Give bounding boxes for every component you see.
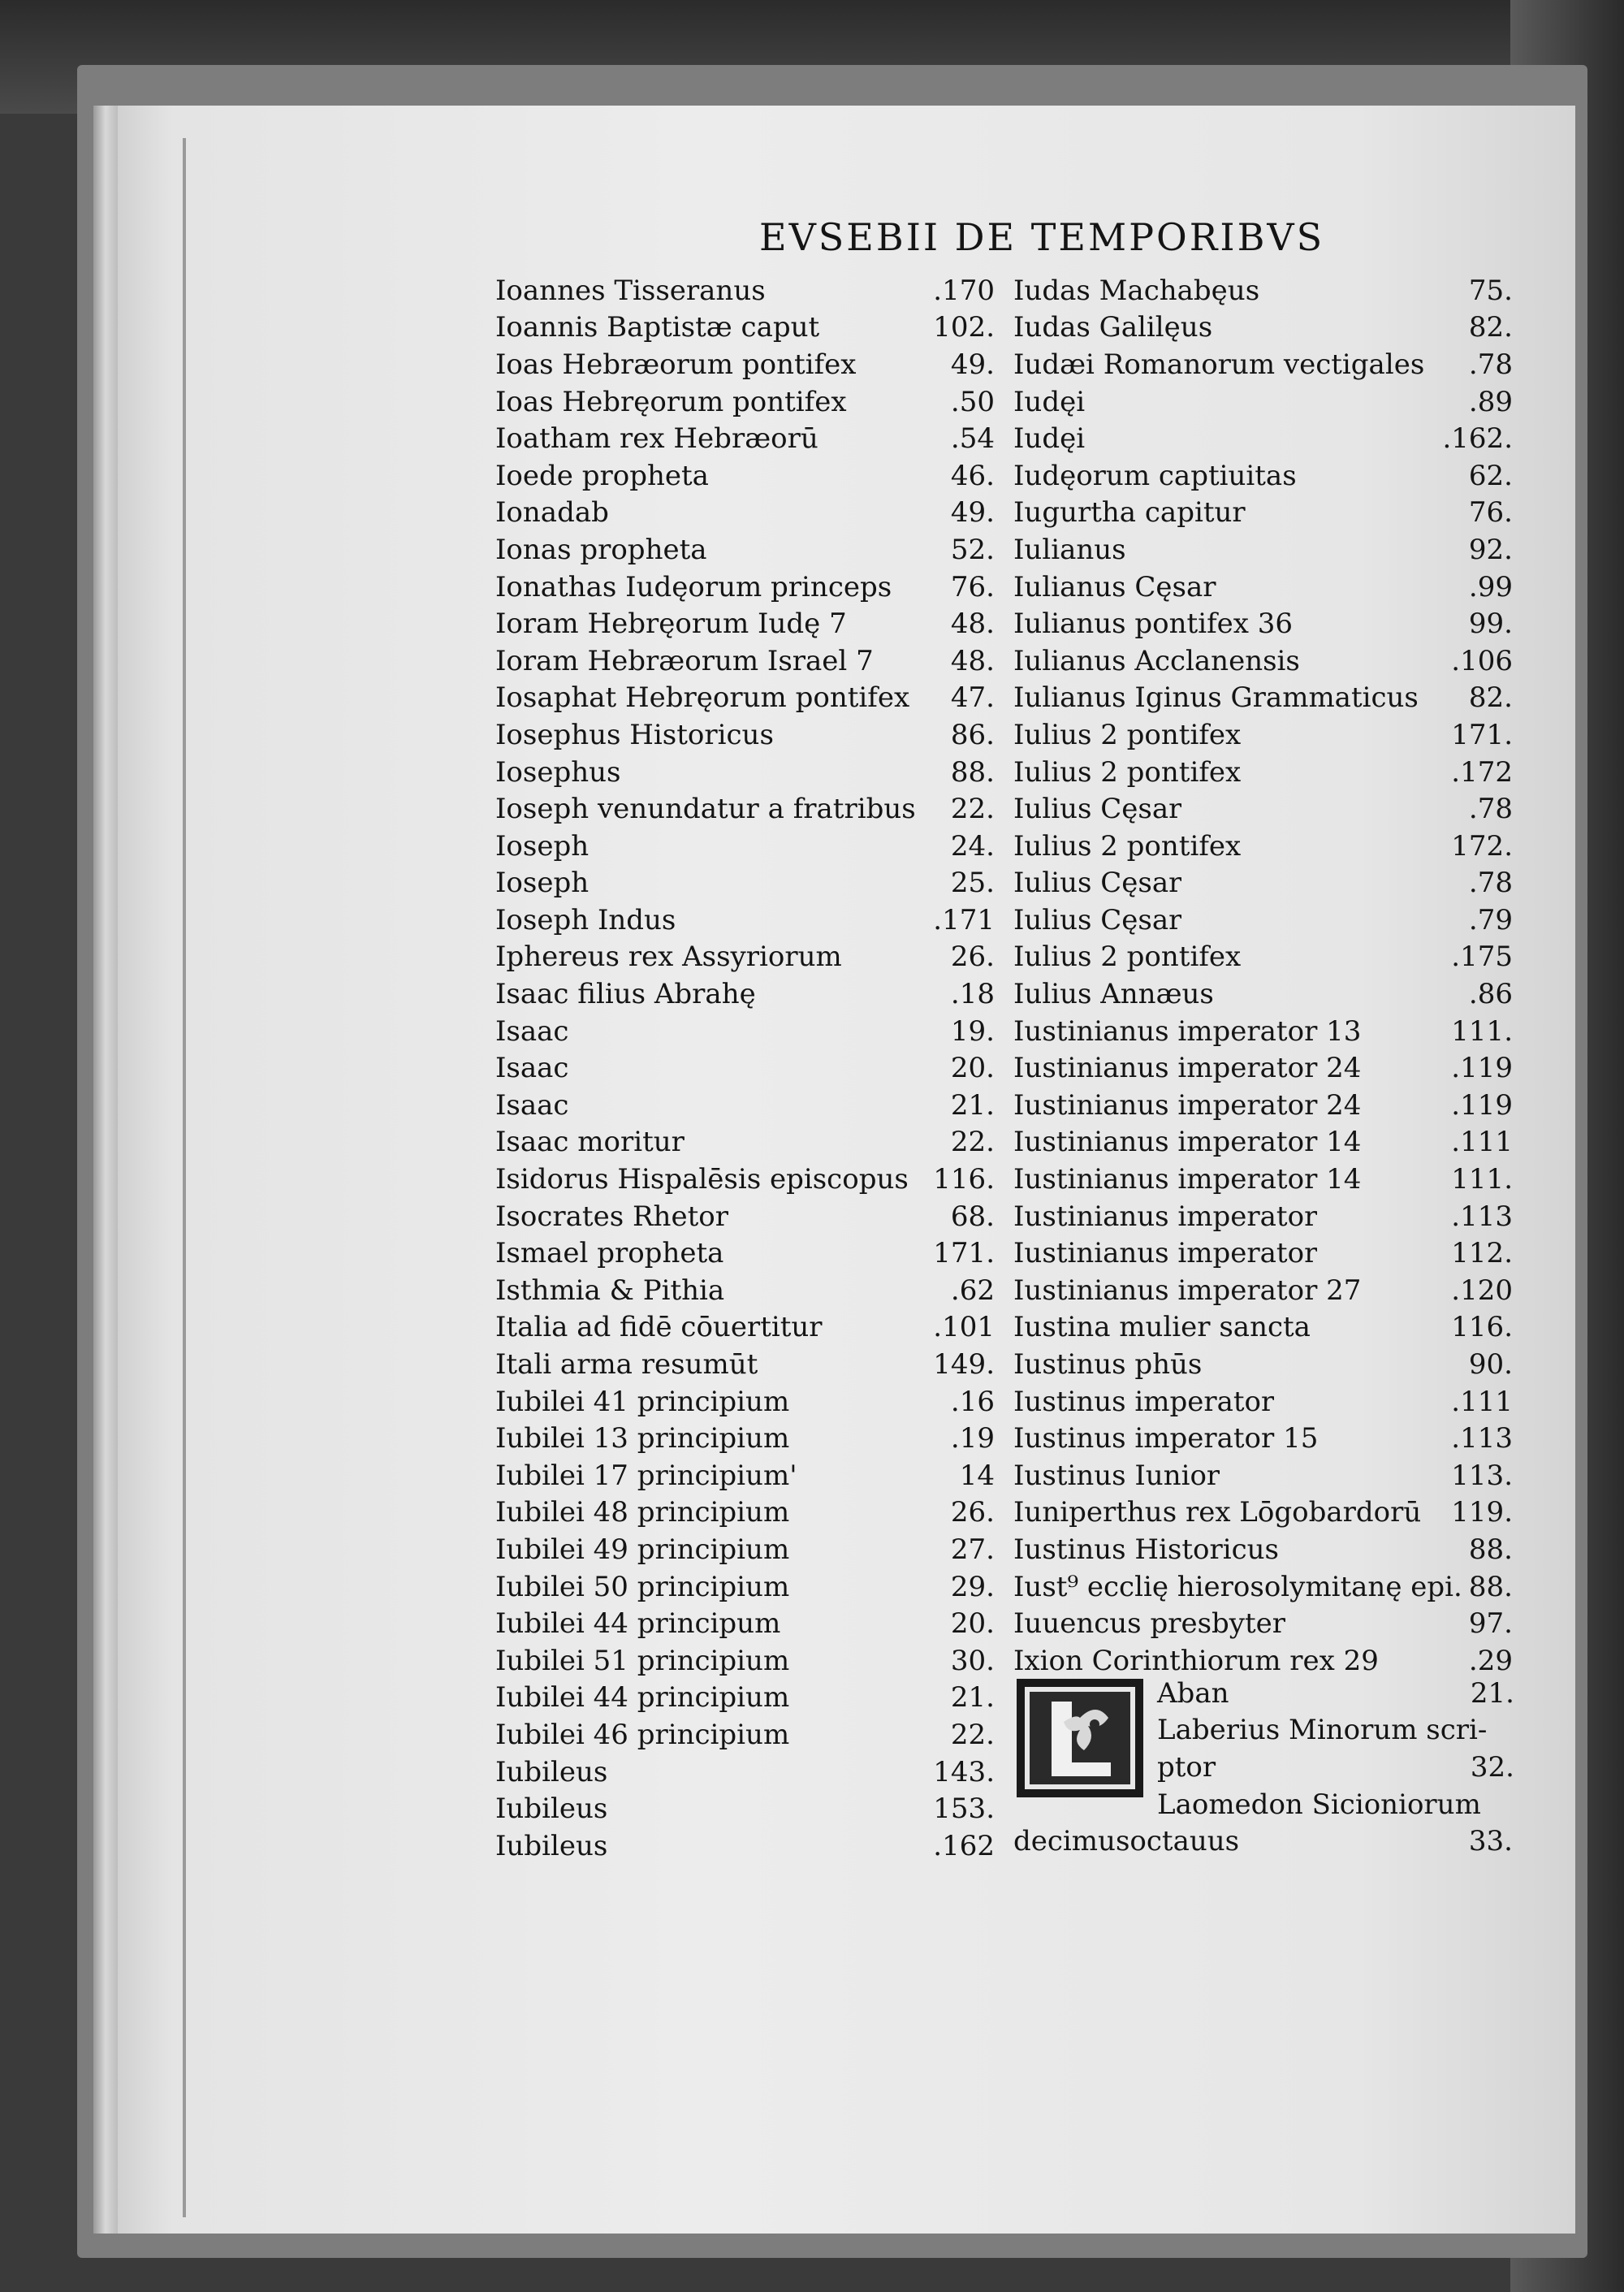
entry-name: Iubilei 17 principium' xyxy=(495,1459,797,1492)
entry-name: Iubilei 49 principium xyxy=(495,1533,790,1566)
entry-page: 26. xyxy=(950,941,995,974)
index-entry xyxy=(1013,754,1513,791)
entry-page: .79 xyxy=(1468,903,1513,936)
entry-name: Iudas Galilęus xyxy=(1013,311,1213,344)
entry-name: Ioseph xyxy=(495,829,590,863)
index-entry xyxy=(1013,975,1513,1013)
entry-name: Iust⁹ ecclię hierosolymitanę epi. xyxy=(1013,1570,1462,1603)
entry-page: 82. xyxy=(1468,311,1513,344)
index-entry xyxy=(1013,309,1513,347)
entry-page: 20. xyxy=(950,1052,995,1085)
entry-name: Iubilei 46 principium xyxy=(495,1718,790,1751)
entry-name: Iudęi xyxy=(1013,385,1086,418)
entry-name: Iulius 2 pontifex xyxy=(1013,718,1242,751)
index-entry xyxy=(495,1568,995,1606)
entry-page: .78 xyxy=(1468,793,1513,826)
entry-page: 49. xyxy=(950,496,995,530)
entry-name: Iulius Cęsar xyxy=(1013,793,1182,826)
entry-name: Iulius Cęsar xyxy=(1013,903,1182,936)
entry-page: .111 xyxy=(1451,1126,1513,1159)
index-entry xyxy=(495,1494,995,1532)
entry-page: 153. xyxy=(933,1793,995,1826)
index-entry xyxy=(495,902,995,939)
entry-name: Ionathas Iudęorum princeps xyxy=(495,570,892,603)
index-entry xyxy=(1013,457,1513,495)
index-entry xyxy=(495,272,995,309)
index-entry xyxy=(1013,531,1513,569)
index-entry xyxy=(495,642,995,680)
entry-page: 20. xyxy=(950,1607,995,1641)
entry-page: .113 xyxy=(1451,1422,1513,1455)
entry-name: Iustinianus imperator xyxy=(1013,1237,1318,1270)
entry-page: 21. xyxy=(1470,1676,1514,1710)
entry-name: Iubilei 44 principum xyxy=(495,1607,781,1641)
index-entry xyxy=(1013,1049,1513,1087)
entry-page: 22. xyxy=(950,1718,995,1751)
entry-page: 111. xyxy=(1451,1014,1513,1048)
entry-name: Iugurtha capitur xyxy=(1013,496,1246,530)
entry-page: .89 xyxy=(1468,385,1513,418)
entry-page: 88. xyxy=(1468,1533,1513,1566)
index-entry xyxy=(1013,642,1513,680)
entry-page: 21. xyxy=(950,1681,995,1715)
index-entry xyxy=(495,1642,995,1680)
entry-name: Iustina mulier sancta xyxy=(1013,1311,1311,1344)
index-entry xyxy=(1013,939,1513,976)
index-entry xyxy=(1013,272,1513,309)
entry-page: 49. xyxy=(950,348,995,381)
entry-name: Italia ad fidē cōuertitur xyxy=(495,1311,823,1344)
entry-page: 116. xyxy=(1451,1311,1513,1344)
index-entry xyxy=(1013,1272,1513,1309)
entry-name: Iustinus Iunior xyxy=(1013,1459,1220,1492)
entry-page: .78 xyxy=(1468,867,1513,900)
entry-page: 48. xyxy=(950,644,995,677)
index-entry xyxy=(495,1013,995,1050)
entry-name: Iudęi xyxy=(1013,422,1086,456)
entry-page: 29. xyxy=(950,1570,995,1603)
index-entry xyxy=(495,569,995,606)
entry-page: 99. xyxy=(1468,608,1513,641)
entry-page: 22. xyxy=(950,793,995,826)
index-entry xyxy=(1013,1198,1513,1235)
index-entry xyxy=(1013,1605,1513,1642)
index-entry xyxy=(495,1754,995,1791)
entry-name: Iustinianus imperator 14 xyxy=(1013,1126,1362,1159)
entry-name: Iubileus xyxy=(495,1829,608,1862)
entry-page: .99 xyxy=(1468,570,1513,603)
entry-page: .78 xyxy=(1468,348,1513,381)
entry-page: .162 xyxy=(933,1829,995,1862)
index-entry xyxy=(1157,1749,1514,1786)
index-entry xyxy=(495,1605,995,1642)
entry-page: .111 xyxy=(1451,1385,1513,1418)
entry-page: .106 xyxy=(1451,644,1513,677)
entry-name: Iustinianus imperator 14 xyxy=(1013,1163,1362,1196)
entry-name: Ionas propheta xyxy=(495,533,707,566)
index-entry xyxy=(495,865,995,902)
index-entry xyxy=(495,790,995,828)
entry-name: Ionadab xyxy=(495,496,609,530)
entry-page: .50 xyxy=(950,385,995,418)
index-entry xyxy=(495,605,995,642)
entry-name: Iulianus pontifex 36 xyxy=(1013,608,1294,641)
entry-name: Ioseph Indus xyxy=(495,903,676,936)
index-entry xyxy=(1013,1494,1513,1532)
index-entry xyxy=(1013,828,1513,865)
entry-name: Ixion Corinthiorum rex 29 xyxy=(1013,1644,1379,1677)
entry-page: .101 xyxy=(933,1311,995,1344)
index-entry xyxy=(1013,1235,1513,1272)
entry-page: 111. xyxy=(1451,1163,1513,1196)
entry-name: Ioas Hebræorum pontifex xyxy=(495,348,857,381)
entry-page: 26. xyxy=(950,1496,995,1529)
decorated-initial-icon xyxy=(1015,1677,1145,1799)
index-entry xyxy=(495,1087,995,1124)
entry-name: Iulianus Cęsar xyxy=(1013,570,1216,603)
entry-page: 88. xyxy=(950,755,995,789)
entry-name: Iosephus xyxy=(495,755,621,789)
entry-name: decimusoctauus xyxy=(1013,1825,1240,1857)
entry-page: 143. xyxy=(933,1755,995,1788)
entry-page: 33. xyxy=(1468,1825,1513,1857)
entry-name: Iubileus xyxy=(495,1793,608,1826)
entry-name: Iustinianus imperator 24 xyxy=(1013,1052,1362,1085)
index-entry xyxy=(1013,1309,1513,1347)
entry-name: Ioas Hebręorum pontifex xyxy=(495,385,847,418)
entry-page: 24. xyxy=(950,829,995,863)
index-entry xyxy=(495,1531,995,1568)
entry-name: Iuniperthus rex Lōgobardorū xyxy=(1013,1496,1422,1529)
entry-page: 171. xyxy=(933,1237,995,1270)
entry-name: Iubilei 50 principium xyxy=(495,1570,790,1603)
index-entry xyxy=(1013,1346,1513,1383)
index-entry xyxy=(1013,865,1513,902)
entry-page: 113. xyxy=(1451,1459,1513,1492)
entry-page: .162. xyxy=(1442,422,1513,456)
entry-name: Ioannes Tisseranus xyxy=(495,274,766,307)
entry-page: 48. xyxy=(950,608,995,641)
index-entry xyxy=(495,495,995,532)
entry-page: 88. xyxy=(1468,1570,1513,1603)
index-entry xyxy=(495,1161,995,1198)
entry-name: Iubilei 51 principium xyxy=(495,1644,790,1677)
index-entry xyxy=(1013,1420,1513,1457)
index-entry xyxy=(495,1124,995,1161)
entry-page: 22. xyxy=(950,1126,995,1159)
index-entry xyxy=(1013,716,1513,754)
entry-page: .54 xyxy=(950,422,995,456)
entry-name: Iubilei 41 principium xyxy=(495,1385,790,1418)
entry-page: 116. xyxy=(933,1163,995,1196)
entry-name: Laberius Minorum scri- xyxy=(1157,1714,1488,1747)
entry-page: 27. xyxy=(950,1533,995,1566)
running-header: EVSEBII DE TEMPORIBVS xyxy=(759,215,1325,259)
index-entry xyxy=(495,754,995,791)
entry-page: .171 xyxy=(933,903,995,936)
entry-page: 76. xyxy=(1468,496,1513,530)
entry-page: 75. xyxy=(1468,274,1513,307)
index-entry xyxy=(495,1049,995,1087)
entry-page: .170 xyxy=(933,274,995,307)
entry-name: Ioram Hebræorum Israel 7 xyxy=(495,644,874,677)
index-entry xyxy=(495,1198,995,1235)
entry-name: Iulius 2 pontifex xyxy=(1013,941,1242,974)
entry-page: 172. xyxy=(1451,829,1513,863)
entry-name: Iustinus imperator xyxy=(1013,1385,1275,1418)
entry-page: .119 xyxy=(1451,1088,1513,1122)
index-column-right xyxy=(1013,272,1513,1680)
index-entry xyxy=(1013,346,1513,383)
entry-name: Iubileus xyxy=(495,1755,608,1788)
entry-name: Iulianus xyxy=(1013,533,1126,566)
entry-name: Iulianus Acclanensis xyxy=(1013,644,1300,677)
index-entry xyxy=(1013,1013,1513,1050)
index-entry xyxy=(1013,1161,1513,1198)
entry-name: Isocrates Rhetor xyxy=(495,1200,728,1233)
entry-name: Iustinianus imperator 13 xyxy=(1013,1014,1362,1048)
entry-page: 52. xyxy=(950,533,995,566)
entry-page: .18 xyxy=(950,978,995,1011)
entry-name: Laomedon Sicioniorum xyxy=(1157,1788,1481,1821)
index-entry xyxy=(1013,1531,1513,1568)
index-entry xyxy=(495,346,995,383)
entry-page: .29 xyxy=(1468,1644,1513,1677)
entry-page: 76. xyxy=(950,570,995,603)
entry-name: Iustinianus imperator xyxy=(1013,1200,1318,1233)
entry-name: Iustinianus imperator 24 xyxy=(1013,1088,1362,1122)
index-entry xyxy=(1013,680,1513,717)
entry-name: Iosephus Historicus xyxy=(495,718,774,751)
index-entry xyxy=(495,1790,995,1827)
index-entry xyxy=(495,309,995,347)
entry-name: Ioede propheta xyxy=(495,459,709,492)
index-entry xyxy=(1013,383,1513,421)
entry-page: 21. xyxy=(950,1088,995,1122)
entry-page: 119. xyxy=(1451,1496,1513,1529)
entry-name: Iustinus Historicus xyxy=(1013,1533,1279,1566)
index-entry xyxy=(1013,420,1513,457)
index-entry xyxy=(495,1383,995,1421)
entry-page: 90. xyxy=(1468,1348,1513,1382)
page-gutter-line xyxy=(183,138,186,2217)
entry-name: Iphereus rex Assyriorum xyxy=(495,941,842,974)
index-entry xyxy=(495,1235,995,1272)
index-entry xyxy=(495,1420,995,1457)
entry-page: .175 xyxy=(1451,941,1513,974)
entry-name: Iulius Annæus xyxy=(1013,978,1214,1011)
entry-page: 92. xyxy=(1468,533,1513,566)
index-entry xyxy=(1013,605,1513,642)
index-entry xyxy=(495,457,995,495)
entry-name: Iulius 2 pontifex xyxy=(1013,829,1242,863)
entry-name: Iubilei 44 principium xyxy=(495,1681,790,1715)
index-column-left xyxy=(495,272,995,1865)
index-entry xyxy=(1013,1642,1513,1680)
entry-page: 30. xyxy=(950,1644,995,1677)
index-entry xyxy=(495,716,995,754)
entry-page: 68. xyxy=(950,1200,995,1233)
entry-name: Iudas Machabęus xyxy=(1013,274,1260,307)
entry-page: .19 xyxy=(950,1422,995,1455)
index-entry xyxy=(495,420,995,457)
index-entry xyxy=(1013,495,1513,532)
entry-page: 46. xyxy=(950,459,995,492)
index-entry xyxy=(1013,1383,1513,1421)
entry-page: 47. xyxy=(950,681,995,715)
entry-page: .16 xyxy=(950,1385,995,1418)
entry-name: Iustinus phūs xyxy=(1013,1348,1203,1382)
entry-name: Iuuencus presbyter xyxy=(1013,1607,1286,1641)
index-entry-final xyxy=(1013,1823,1513,1860)
index-entry xyxy=(495,531,995,569)
entry-name: Isaac xyxy=(495,1052,569,1085)
entry-name: Iosaphat Hebręorum pontifex xyxy=(495,681,910,715)
index-entry xyxy=(495,939,995,976)
entry-name: Iudæi Romanorum vectigales xyxy=(1013,348,1425,381)
entry-name: Iulius 2 pontifex xyxy=(1013,755,1242,789)
entry-name: Aban xyxy=(1157,1676,1229,1710)
index-entry xyxy=(495,1272,995,1309)
index-entry xyxy=(1013,1124,1513,1161)
entry-page: 149. xyxy=(933,1348,995,1382)
index-entry xyxy=(1013,902,1513,939)
entry-name: Isaac filius Abrahę xyxy=(495,978,756,1011)
entry-page: 25. xyxy=(950,867,995,900)
index-entry xyxy=(1013,569,1513,606)
entry-name: Ioseph xyxy=(495,867,590,900)
entry-name: Iubilei 48 principium xyxy=(495,1496,790,1529)
entry-name: ptor xyxy=(1157,1750,1216,1784)
entry-name: Isaac xyxy=(495,1014,569,1048)
index-entry xyxy=(495,1716,995,1754)
entry-name: Iulius Cęsar xyxy=(1013,867,1182,900)
entry-name: Iudęorum captiuitas xyxy=(1013,459,1297,492)
entry-page: .172 xyxy=(1451,755,1513,789)
index-entry xyxy=(1013,1568,1513,1606)
entry-name: Isaac xyxy=(495,1088,569,1122)
index-entry xyxy=(1157,1786,1514,1823)
entry-name: Iustinus imperator 15 xyxy=(1013,1422,1319,1455)
entry-page: 97. xyxy=(1468,1607,1513,1641)
entry-name: Ioatham rex Hebræorū xyxy=(495,422,818,456)
index-entry xyxy=(1157,1675,1514,1712)
entry-page: 86. xyxy=(950,718,995,751)
entry-page: .113 xyxy=(1451,1200,1513,1233)
index-entry xyxy=(1013,790,1513,828)
entry-page: 14 xyxy=(959,1459,995,1492)
entry-page: 82. xyxy=(1468,681,1513,715)
index-entry xyxy=(495,1346,995,1383)
entry-page: 19. xyxy=(950,1014,995,1048)
entry-name: Iubilei 13 principium xyxy=(495,1422,790,1455)
entry-name: Ioannis Baptistæ caput xyxy=(495,311,820,344)
index-entry xyxy=(495,1827,995,1865)
entry-name: Isaac moritur xyxy=(495,1126,685,1159)
entry-page: .86 xyxy=(1468,978,1513,1011)
entry-page: .119 xyxy=(1451,1052,1513,1085)
index-entry xyxy=(495,1457,995,1494)
index-entry xyxy=(495,383,995,421)
entry-name: Itali arma resumūt xyxy=(495,1348,758,1382)
entry-page: 112. xyxy=(1451,1237,1513,1270)
entry-page: 62. xyxy=(1468,459,1513,492)
entry-name: Isthmia & Pithia xyxy=(495,1274,725,1307)
entry-page: 102. xyxy=(933,311,995,344)
index-entry xyxy=(1013,1457,1513,1494)
initial-letter-entries xyxy=(1157,1675,1514,1823)
index-entry xyxy=(495,1309,995,1347)
index-entry xyxy=(495,1680,995,1717)
index-entry xyxy=(495,680,995,717)
entry-page: .62 xyxy=(950,1274,995,1307)
page-edge-stack xyxy=(93,106,118,2234)
entry-page: 32. xyxy=(1470,1750,1514,1784)
entry-name: Isidorus Hispalēsis episcopus xyxy=(495,1163,909,1196)
index-entry xyxy=(1157,1712,1514,1749)
entry-name: Ioram Hebręorum Iudę 7 xyxy=(495,608,847,641)
entry-name: Ismael propheta xyxy=(495,1237,724,1270)
index-entry xyxy=(495,975,995,1013)
entry-name: Iustinianus imperator 27 xyxy=(1013,1274,1362,1307)
entry-page: 171. xyxy=(1451,718,1513,751)
index-entry xyxy=(1013,1087,1513,1124)
entry-page: .120 xyxy=(1451,1274,1513,1307)
entry-name: Ioseph venundatur a fratribus xyxy=(495,793,916,826)
index-entry xyxy=(495,828,995,865)
entry-name: Iulianus Iginus Grammaticus xyxy=(1013,681,1419,715)
